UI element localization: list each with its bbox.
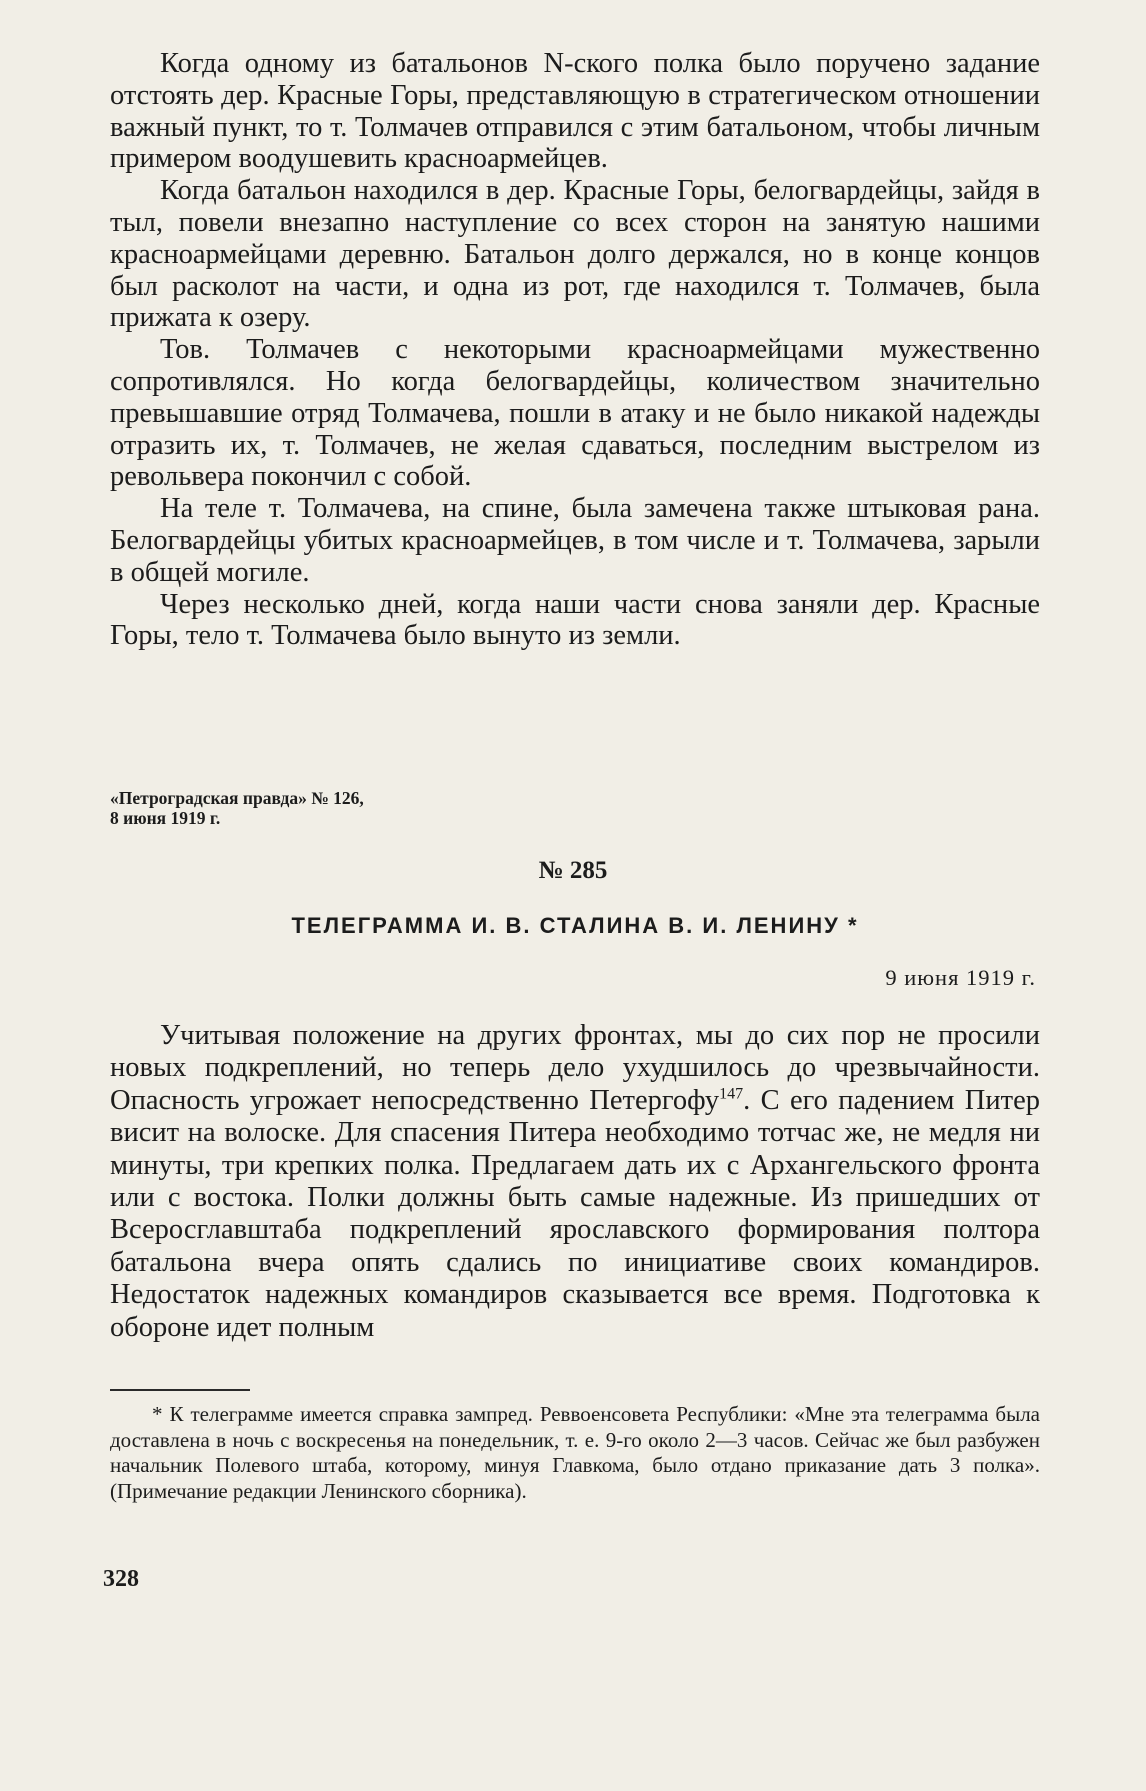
paragraph [110, 1020, 1040, 1344]
text-segment: Учитывая положение на других фронтах, мы до сих пор не просили новых подкреплений, но теперь дело ухудшилось до чрезвычайности. Опасность угрожает непосредственно Петергофу [110, 1020, 1040, 1116]
footnote-divider [110, 1389, 250, 1391]
footnote [110, 1402, 1040, 1504]
source-citation [110, 788, 364, 828]
paragraph: Тов. Толмачев с некоторыми красноармейцами мужественно сопротивлялся. Но когда белогвардейцы, количеством значительно превышавшие отряд Толмачева, пошли в атаку и не было никакой надежды отразить их, т. Толмачев, не желая сдаваться, последним выстрелом из револьвера покончил с собой. [110, 334, 1040, 493]
document-title: ТЕЛЕГРАММА И. В. СТАЛИНА В. И. ЛЕНИНУ * [291, 913, 859, 938]
document-number: № 285 [538, 857, 608, 884]
page-number: 328 [103, 1566, 139, 1592]
footnote-text: * К телеграмме имеется справка зампред. Реввоенсовета Республики: «Мне эта телеграмма была доставлена в ночь с воскресенья на понедельник, т. е. 9-го около 2—3 часов. Сейчас же был разбужен начальник Полевого штаба, которому, минуя Главкома, было отдано приказание дать 3 полка». (Примечание редакции Ленинского сборника). [110, 1402, 1040, 1503]
paragraph: Когда одному из батальонов N-ского полка было поручено задание отстоять дер. Красные Горы, представляющую в стратегическом отношении важный пункт, то т. Толмачев отправился с этим батальоном, чтобы личным примером воодушевить красноармейцев. [110, 48, 1040, 175]
source-line: 8 июня 1919 г. [110, 808, 221, 828]
article-text [110, 48, 1040, 652]
paragraph: На теле т. Толмачева, на спине, была замечена также штыковая рана. Белогвардейцы убитых красноармейцев, в том числе и т. Толмачева, зарыли в общей могиле. [110, 493, 1040, 588]
telegram-text [110, 1020, 1040, 1344]
paragraph: Когда батальон находился в дер. Красные Горы, белогвардейцы, зайдя в тыл, повели внезапно наступление со всех сторон на занятую нашими красноармейцами деревню. Батальон долго держался, но в конце концов был расколот на части, и одна из рот, где находился т. Толмачев, была прижата к озеру. [110, 175, 1040, 334]
source-line: «Петроградская правда» № 126, [110, 788, 364, 808]
document-date: 9 июня 1919 г. [885, 965, 1036, 990]
paragraph: Через несколько дней, когда наши части снова заняли дер. Красные Горы, тело т. Толмачева было вынуто из земли. [110, 588, 1040, 652]
footnote-reference[interactable]: 147 [719, 1085, 744, 1103]
text-segment: . С его падением Питер висит на волоске. Для спасения Питера необходимо тотчас же, не медля ни минуты, три крепких полка. Предлагаем дать их с Архангельского фронта или с востока. Полки должны быть самые надежные. Из пришедших от Всеросглавштаба подкреплений ярославского формирования полтора батальона вчера опять сдались по инициативе своих командиров. Недостаток надежных командиров сказывается все время. Подготовка к обороне идет полным [110, 1084, 1040, 1343]
